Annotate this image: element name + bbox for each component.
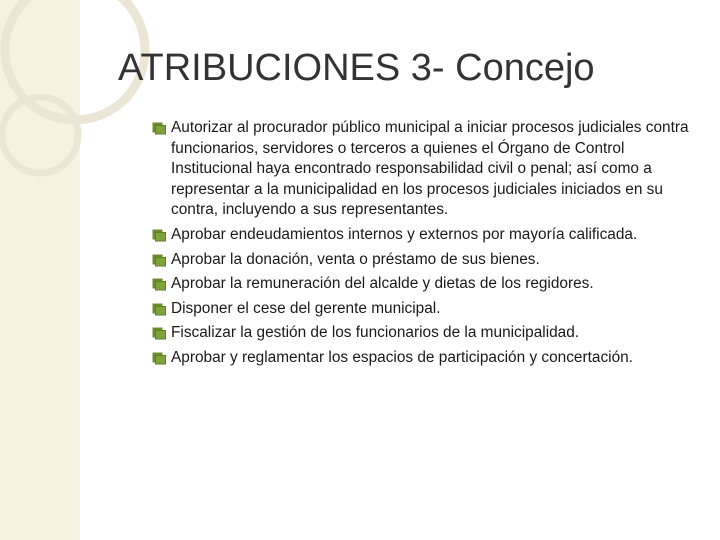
- checkbox-bullet-icon: [152, 122, 167, 135]
- checkbox-bullet-icon: [152, 229, 167, 242]
- checkbox-bullet-icon: [152, 254, 167, 267]
- list-item: [152, 323, 692, 344]
- checkbox-bullet-icon: [152, 303, 167, 316]
- slide-title: ATRIBUCIONES 3- Concejo: [118, 47, 595, 89]
- list-item: [152, 348, 692, 369]
- bullet-text: Aprobar la donación, venta o préstamo de sus bienes.: [171, 250, 540, 268]
- checkbox-bullet-icon: [152, 278, 167, 291]
- checkbox-bullet-icon: [152, 327, 167, 340]
- list-item: [152, 299, 692, 320]
- bullet-text: Aprobar endeudamientos internos y externos por mayoría calificada.: [171, 225, 638, 243]
- list-item: [152, 118, 692, 221]
- bullet-text: Autorizar al procurador público municipal a iniciar procesos judiciales contra funcionarios, servidores o terceros a quienes el Órgano de Control Institucional haya encontrado responsabilidad civil o penal; así como a representar a la municipalidad en los procesos judiciales iniciados en su contra, incluyendo a sus representantes.: [171, 119, 689, 219]
- bullet-list: [152, 118, 692, 373]
- bullet-text: Fiscalizar la gestión de los funcionarios de la municipalidad.: [171, 324, 580, 342]
- checkbox-bullet-icon: [152, 352, 167, 365]
- list-item: [152, 250, 692, 271]
- bullet-text: Aprobar y reglamentar los espacios de participación y concertación.: [171, 348, 633, 366]
- bullet-text: Disponer el cese del gerente municipal.: [171, 299, 441, 317]
- bullet-text: Aprobar la remuneración del alcalde y dietas de los regidores.: [171, 275, 594, 293]
- list-item: [152, 225, 692, 246]
- list-item: [152, 274, 692, 295]
